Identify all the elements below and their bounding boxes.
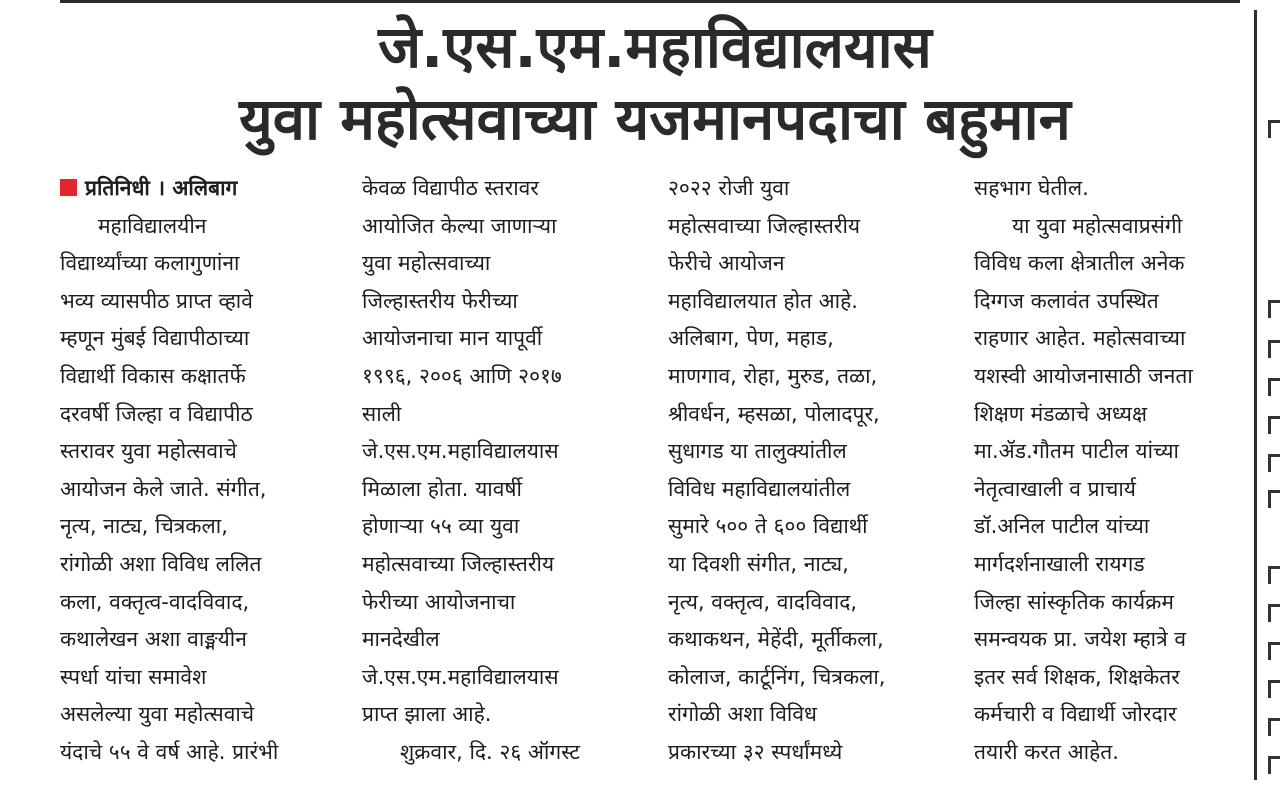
cropped-glyph [1268,490,1280,508]
text-line: तयारी करत आहेत. [974,739,1119,764]
top-rule [60,0,1240,3]
text-line: विद्यार्थी विकास कक्षातर्फे [60,363,246,388]
text-line: राहणार आहेत. महोत्सवाच्या [974,326,1186,351]
cropped-glyph [1268,340,1280,358]
article-column-4 [974,170,1274,772]
text-line: सुमारे ५०० ते ६०० विद्यार्थी [668,514,868,539]
text-line: सहभाग घेतील. [974,176,1089,200]
text-line: आयोजन केले जाते. संगीत, [60,476,267,501]
cropped-glyph [1268,416,1280,434]
text-line: २०२२ रोजी युवा [668,176,790,200]
cropped-glyph [1268,756,1280,774]
adjacent-article-edge [1262,0,1280,791]
text-line: महोत्सवाच्या जिल्हास्तरीय [362,551,555,576]
text-line: महाविद्यालयीन [98,213,207,238]
text-line: जिल्हा सांस्कृतिक कार्यक्रम [974,589,1174,614]
text-line: नृत्य, वक्तृत्व, वादविवाद, [668,589,858,614]
text-line: विविध महाविद्यालयांतील [668,476,851,501]
text-line: केवळ विद्यापीठ स्तरावर [362,176,539,200]
text-line: आयोजित केल्या जाणाऱ्या [362,213,557,238]
text-line: या दिवशी संगीत, नाट्य, [668,551,849,576]
text-line: महोत्सवाच्या जिल्हास्तरीय [668,213,861,238]
text-line: विद्यार्थ्यांच्या कलागुणांना [60,251,240,276]
text-line: यशस्वी आयोजनासाठी जनता [974,363,1193,388]
text-line: मा.ॲड.गौतम पाटील यांच्या [974,439,1179,464]
cropped-glyph [1268,604,1280,622]
text-line: अलिबाग, पेण, महाड, [668,326,834,351]
cropped-glyph [1268,642,1280,660]
text-line: आयोजनाचा मान यापूर्वी [362,326,543,351]
text-line: म्हणून मुंबई विद्यापीठाच्या [60,326,250,351]
text-line: जिल्हास्तरीय फेरीच्या [362,288,518,313]
text-line: डॉ.अनिल पाटील यांच्या [974,514,1150,539]
text-line: नेतृत्वाखाली व प्राचार्य [974,476,1136,501]
headline-line-1: जे.एस.एम.महाविद्यालयास [378,13,932,81]
text-line: फेरीच्या आयोजनाचा [362,589,516,614]
text-line: जे.एस.एम.महाविद्यालयास [362,664,559,689]
text-line: माणगाव, रोहा, मुरुड, तळा, [668,363,878,388]
text-line: स्पर्धा यांचा समावेश [60,664,207,689]
text-line: शुक्रवार, दि. २६ ऑगस्ट [400,739,580,764]
text-line: १९९६, २००६ आणि २०१७ [362,363,562,388]
cropped-glyph [1268,718,1280,736]
text-line: शिक्षण मंडळाचे अध्यक्ष [974,401,1148,426]
text-line: मार्गदर्शनाखाली रायगड [974,551,1145,576]
headline-line-2: युवा महोत्सवाच्या यजमानपदाचा बहुमान [239,85,1071,153]
cropped-glyph [1268,300,1280,318]
text-line: मिळाला होता. यावर्षी [362,476,522,501]
text-line: प्राप्त झाला आहे. [362,702,492,727]
text-line: प्रकारच्या ३२ स्पर्धांमध्ये [668,739,843,764]
headline [60,13,1250,156]
text-line: जे.एस.एम.महाविद्यालयास [362,439,559,464]
cropped-glyph [1268,680,1280,698]
text-line: नृत्य, नाट्य, चित्रकला, [60,514,228,539]
text-line: होणाऱ्या ५५ व्या युवा [362,514,520,539]
text-line: दरवर्षी जिल्हा व विद्यापीठ [60,401,253,426]
byline [60,170,360,208]
text-line: कोलाज, कार्टूनिंग, चित्रकला, [668,664,886,689]
text-line: दिग्गज कलावंत उपस्थित [974,288,1159,313]
text-line: इतर सर्व शिक्षक, शिक्षकेतर [974,664,1180,689]
article-column-3 [668,170,968,772]
cropped-glyph [1268,454,1280,472]
text-line: श्रीवर्धन, म्हसळा, पोलादपूर, [668,401,880,426]
text-line: सुधागड या तालुक्यांतील [668,439,847,464]
cropped-glyph [1268,566,1280,584]
text-line: विविध कला क्षेत्रातील अनेक [974,251,1185,276]
text-line: समन्वयक प्रा. जयेश म्हात्रे व [974,627,1187,652]
byline-text: प्रतिनिधी । अलिबाग [85,176,238,200]
byline-marker-icon [60,179,77,196]
text-line: रांगोळी अशा विविध [668,702,817,727]
text-line: कर्मचारी व विद्यार्थी जोरदार [974,702,1177,727]
text-line: महाविद्यालयात होत आहे. [668,288,858,313]
text-line: युवा महोत्सवाच्या [362,251,491,276]
text-line: रांगोळी अशा विविध ललित [60,551,262,576]
text-line: कथाकथन, मेहेंदी, मूर्तीकला, [668,627,884,652]
text-line: कला, वक्तृत्व-वादविवाद, [60,589,250,614]
text-line: यंदाचे ५५ वे वर्ष आहे. प्रारंभी [60,739,279,764]
text-line: स्तरावर युवा महोत्सवाचे [60,439,237,464]
text-line: भव्य व्यासपीठ प्राप्त व्हावे [60,288,253,313]
text-line: फेरीचे आयोजन [668,251,785,276]
text-line: कथालेखन अशा वाङ्मयीन [60,627,247,652]
article-column-1 [60,170,360,772]
text-line: या युवा महोत्सवाप्रसंगी [1012,213,1183,238]
cropped-glyph [1268,120,1280,138]
article-column-2 [362,170,662,772]
text-line: साली [362,401,402,426]
cropped-glyph [1268,378,1280,396]
text-line: असलेल्या युवा महोत्सवाचे [60,702,255,727]
text-line: मानदेखील [362,627,440,652]
